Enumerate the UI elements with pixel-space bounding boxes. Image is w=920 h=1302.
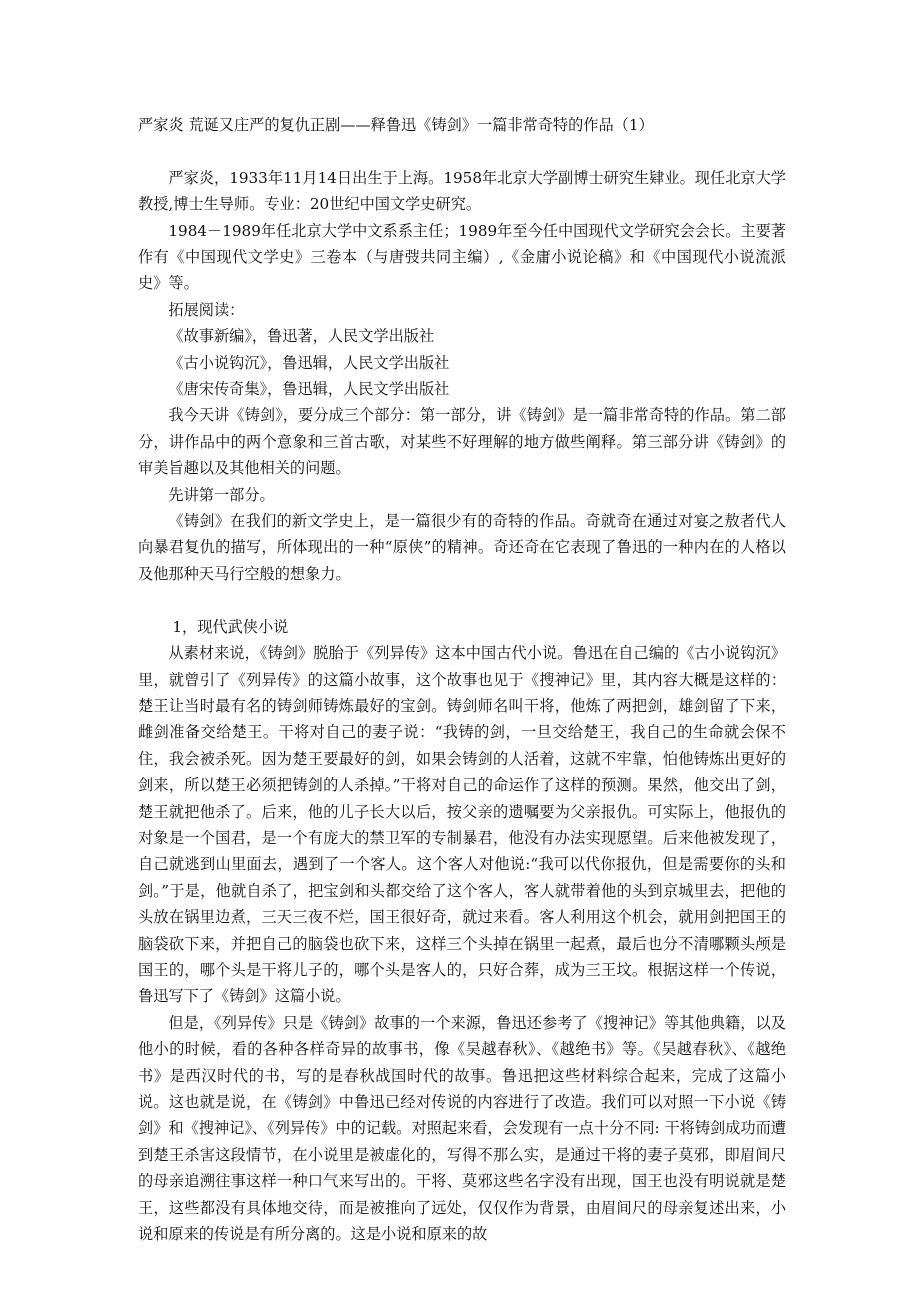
- reading-item-1: 《故事新编》，鲁迅著，人民文学出版社: [168, 327, 435, 346]
- blank-line: [138, 587, 786, 613]
- reading-heading: 拓展阅读：: [168, 300, 245, 319]
- reading-item-3: 《唐宋传奇集》，鲁迅辑，人民文学出版社: [168, 380, 450, 399]
- body-paragraph-1: 从素材来说，《铸剑》脱胎于《列异传》这本中国古代小说。鲁迅在自己编的《古小说钩沉》里，就曾引了《列异传》的这篇小故事，这个故事也见于《搜神记》里，其内容大概是这样的：楚王让当时最有名的铸剑师铸炼最好的宝剑。铸剑师名叫干将，他炼了两把剑，雄剑留了下来，雌剑准备交给楚王。干将对自己的妻子说：“我铸的剑，一旦交给楚王，我自己的生命就会保不住，我会被杀死。因为楚王要最好的剑，如果会铸剑的人活着，这就不牢靠，怕他铸炼出更好的剑来，所以楚王必须把铸剑的人杀掉。”干将对自己的命运作了这样的预测。果然，他交出了剑，楚王就把他杀了。后来，他的儿子长大以后，按父亲的遗嘱要为父亲报仇。可实际上，他报仇的对象是一个国君，是一个有庞大的禁卫军的专制暴君，他没有办法实现愿望。后来他被发现了，自己就逃到山里面去，遇到了一个客人。这个客人对他说:“我可以代你报仇，但是需要你的头和剑。”于是，他就自杀了，把宝剑和头都交给了这个客人，客人就带着他的头到京城里去，把他的头放在锅里边煮，三天三夜不烂，国王很好奇，就过来看。客人利用这个机会，就用剑把国王的脑袋砍下来，并把自己的脑袋也砍下来，这样三个头掉在锅里一起煮，最后也分不清哪颗头颅是国王的，哪个头是干将儿子的，哪个头是客人的，只好合葬，成为三王坟。根据这样一个传说，鲁迅写下了《铸剑》这篇小说。: [138, 644, 786, 1006]
- bio-paragraph-2: 1984－1989年任北京大学中文系系主任；1989年至今任中国现代文学研究会会长。主要著作有《中国现代文学史》三卷本（与唐弢共同主编）,《金庸小说论稿》和《中国现代小说流派史》等。: [138, 221, 786, 293]
- body-paragraph-2: 但是，《列异传》只是《铸剑》故事的一个来源，鲁迅还参考了《搜神记》等其他典籍，以及他小的时候，看的各种各样奇异的故事书，像《吴越春秋》、《越绝书》等。《吴越春秋》、《越绝书》是西汉时代的书，写的是春秋战国时代的故事。鲁迅把这些材料综合起来，完成了这篇小说。这也就是说，在《铸剑》中鲁迅已经对传说的内容进行了改造。我们可以对照一下小说《铸剑》和《搜神记》、《列异传》中的记载。对照起来看，会发现有一点十分不同: 干将铸剑成功而遭到楚王杀害这段情节，在小说里是被虚化的，写得不那么实，是通过干将的妻子莫邪，即眉间尺的母亲追溯往事这样一种口气来写出的。干将、莫邪这些名字没有出现，国王也没有明说就是楚王，这些都没有具体地交待，而是被推向了远处，仅仅作为背景，由眉间尺的母亲复述出来，小说和原来的传说是有所分离的。这是小说和原来的故: [138, 1013, 786, 1244]
- intro-paragraph-3: 《铸剑》在我们的新文学史上，是一篇很少有的奇特的作品。奇就奇在通过对宴之敖者代人向暴君复仇的描写，所体现出的一种“原侠”的精神。奇还奇在它表现了鲁迅的一种内在的人格以及他那种天马行空般的想象力。: [138, 512, 786, 583]
- document-title: 严家炎 荒诞又庄严的复仇正剧——释鲁迅《铸剑》一篇非常奇特的作品（1）: [138, 116, 654, 134]
- intro-paragraph-1: 我今天讲《铸剑》，要分成三个部分：第一部分，讲《铸剑》是一篇非常奇特的作品。第二部分，讲作品中的两个意象和三首古歌，对某些不好理解的地方做些阐释。第三部分讲《铸剑》的审美旨趣以及其他相关的问题。: [138, 406, 786, 478]
- bio-paragraph-1: 严家炎，1933年11月14日出生于上海。1958年北京大学副博士研究生肄业。现任北京大学教授,博士生导师。专业：20世纪中国文学史研究。: [138, 168, 786, 214]
- section-heading: 1，现代武侠小说: [172, 617, 289, 636]
- reading-item-2: 《古小说钩沉》，鲁迅辑，人民文学出版社: [168, 353, 450, 372]
- blank-line: [138, 138, 786, 164]
- intro-paragraph-2: 先讲第一部分。: [168, 485, 275, 504]
